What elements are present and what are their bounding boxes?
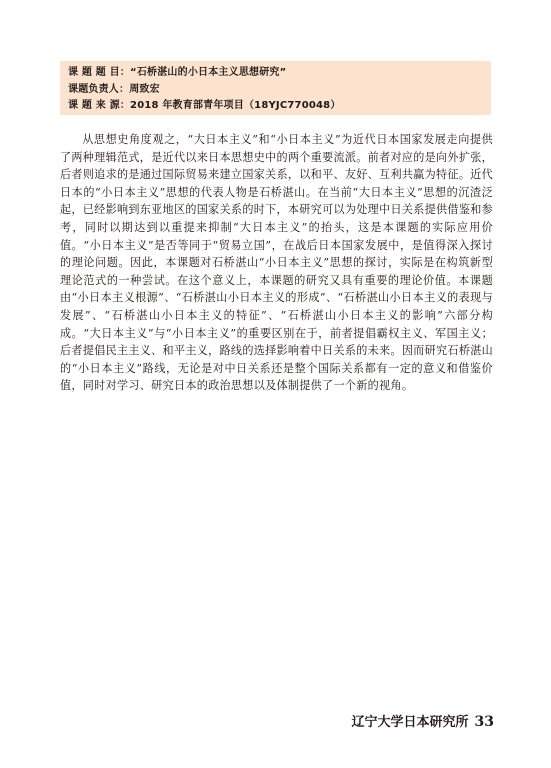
project-title-line: 课 题 题 目：“石桥湛山的小日本主义思想研究” [68,67,287,78]
institute-name: 辽宁大学日本研究所 [351,715,469,730]
project-info-box [60,61,491,115]
page-number: 33 [474,714,494,730]
body-paragraph: 从思想史角度观之，“大日本主义”和“小日本主义”为近代日本国家发展走向提供了两种理辑范式，是近代以来日本思想史中的两个重要流派。前者对应的是向外扩张，后者则追求的是通过国际贸易来建立国家关系，以和平、友好、互利共赢为特征。近代日本的“小日本主义”思想的代表人物是石桥湛山。在当前“大日本主义”思想的沉渣泛起，已经影响到东亚地区的国家关系的时下，本研究可以为处理中日关系提供借鉴和参考，同时以期达到以重提来抑制“大日本主义”的抬头，这是本课题的实际应用价值。“小日本主义”是否等同于“贸易立国”，在战后日本国家发展中，是值得深入探讨的理论问题。因此，本课题对石桥湛山“小日本主义”思想的探讨，实际是在构筑新型理论范式的一种尝试。在这个意义上，本课题的研究又具有重要的理论价值。本课题由“小日本主义根源”、“石桥湛山小日本主义的形成”、“石桥湛山小日本主义的表现与发展”、“石桥湛山小日本主义的特征”、“石桥湛山小日本主义的影响”六部分构成。“大日本主义”与“小日本主义”的重要区别在于，前者提倡霸权主义、军国主义；后者提倡民主主义、和平主义，路线的选择影响着中日关系的未来。因而研究石桥湛山的“小日本主义”路线，无论是对中日关系还是整个国际关系都有一定的意义和借鉴价值，同时对学习、研究日本的政治思想以及体制提供了一个新的视角。 [60,133,493,393]
project-source-line: 课 题 来 源：2018 年教育部青年项目（18YJC770048） [68,100,341,111]
page-footer [352,711,495,730]
project-leader-line: 课题负责人：周致宏 [68,83,160,95]
